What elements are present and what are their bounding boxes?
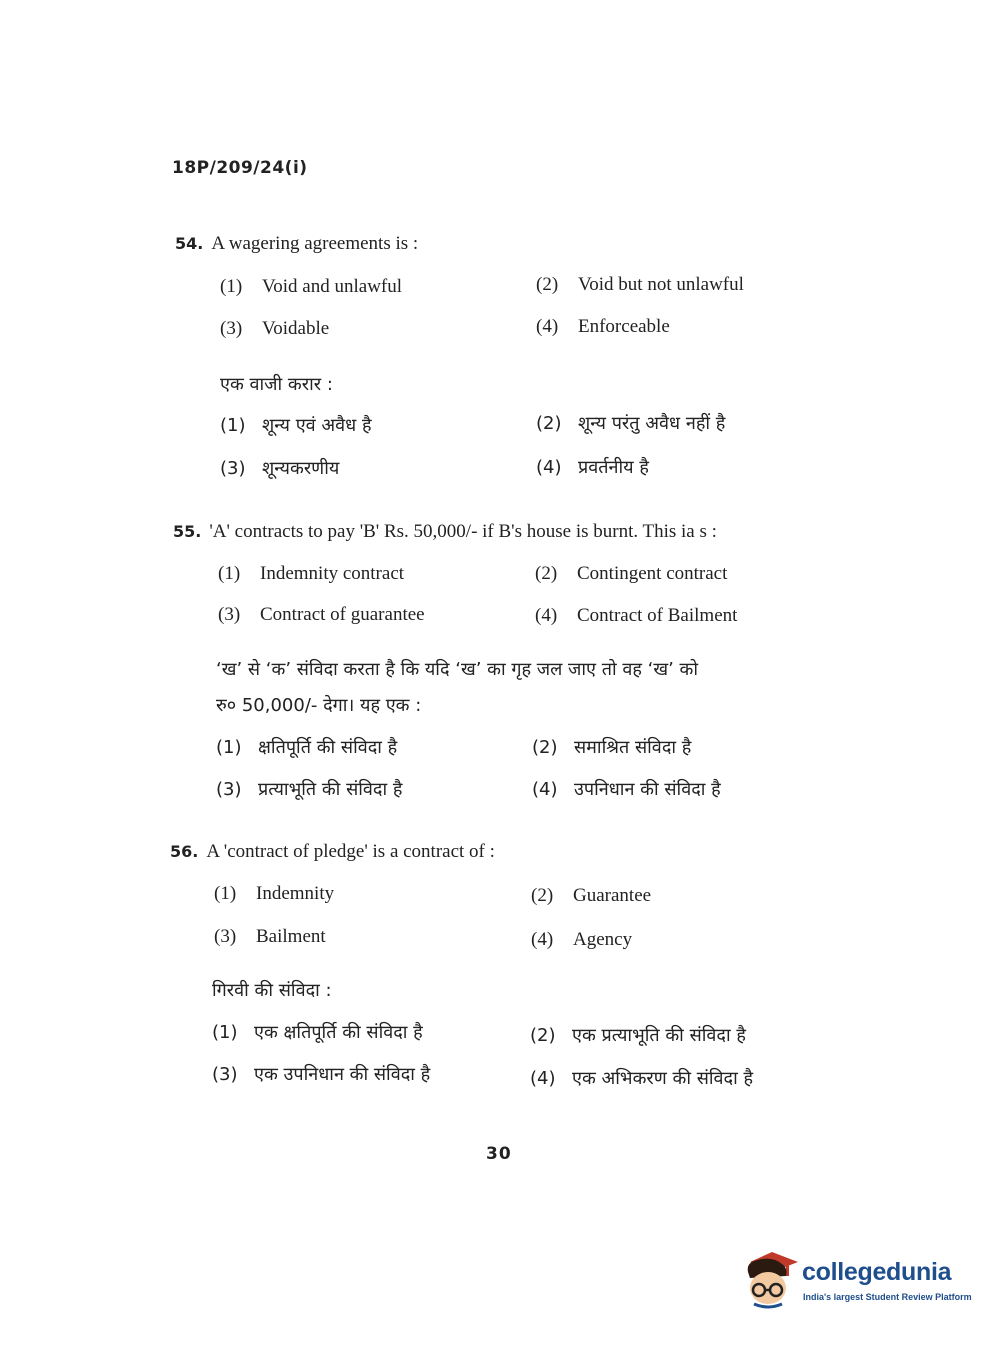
page-number: 30 xyxy=(486,1144,512,1164)
option-55-4-en: (4) Contract of Bailment xyxy=(535,605,738,626)
question-number: 56. xyxy=(170,842,199,861)
question-56 xyxy=(170,841,495,863)
option-56-4-hi: (4) एक अभिकरण की संविदा है xyxy=(530,1068,754,1089)
option-54-4-en: (4) Enforceable xyxy=(536,316,670,337)
question-text-hi: एक वाजी करार : xyxy=(220,374,333,395)
question-number: 55. xyxy=(173,522,202,541)
question-55 xyxy=(173,521,717,543)
collegedunia-logo xyxy=(742,1250,972,1310)
option-55-1-en: (1) Indemnity contract xyxy=(218,563,405,584)
question-text-en: A wagering agreements is : xyxy=(211,233,419,254)
brand-tagline: India's largest Student Review Platform xyxy=(803,1292,972,1302)
option-56-2-hi: (2) एक प्रत्याभूति की संविदा है xyxy=(530,1025,746,1046)
option-56-3-hi: (3) एक उपनिधान की संविदा है xyxy=(212,1064,431,1085)
option-56-4-en: (4) Agency xyxy=(531,929,633,950)
question-number: 54. xyxy=(175,234,204,253)
option-55-3-en: (3) Contract of guarantee xyxy=(218,604,425,625)
option-54-3-hi: (3) शून्यकरणीय xyxy=(220,458,340,479)
question-54 xyxy=(175,233,418,255)
option-55-1-hi: (1) क्षतिपूर्ति की संविदा है xyxy=(216,737,398,758)
option-54-1-en: (1) Void and unlawful xyxy=(220,276,403,297)
paper-code: 18P/209/24(i) xyxy=(172,158,308,178)
option-56-1-hi: (1) एक क्षतिपूर्ति की संविदा है xyxy=(212,1022,423,1043)
option-55-2-en: (2) Contingent contract xyxy=(535,563,728,584)
brand-name: collegedunia xyxy=(802,1258,952,1286)
option-54-3-en: (3) Voidable xyxy=(220,318,330,339)
option-54-2-en: (2) Void but not unlawful xyxy=(536,274,744,295)
option-56-2-en: (2) Guarantee xyxy=(531,885,652,906)
option-55-4-hi: (4) उपनिधान की संविदा है xyxy=(532,779,721,800)
question-text-hi-line2: रु० 50,000/- देगा। यह एक : xyxy=(216,695,422,716)
question-text-en: A 'contract of pledge' is a contract of : xyxy=(206,841,495,862)
option-54-4-hi: (4) प्रवर्तनीय है xyxy=(536,457,649,478)
option-54-2-hi: (2) शून्य परंतु अवैध नहीं है xyxy=(536,413,726,434)
question-text-en: 'A' contracts to pay 'B' Rs. 50,000/- if B's house is burnt. This ia s : xyxy=(209,521,717,542)
question-text-hi-line1: ‘ख’ से ‘क’ संविदा करता है कि यदि ‘ख’ का गृह जल जाए तो वह ‘ख’ को xyxy=(216,659,699,680)
option-55-2-hi: (2) समाश्रित संविदा है xyxy=(532,737,692,758)
option-56-1-en: (1) Indemnity xyxy=(214,883,335,904)
option-54-1-hi: (1) शून्य एवं अवैध है xyxy=(220,415,372,436)
option-56-3-en: (3) Bailment xyxy=(214,926,326,947)
mascot-icon xyxy=(742,1250,800,1310)
question-text-hi: गिरवी की संविदा : xyxy=(212,980,332,1001)
option-55-3-hi: (3) प्रत्याभूति की संविदा है xyxy=(216,779,403,800)
